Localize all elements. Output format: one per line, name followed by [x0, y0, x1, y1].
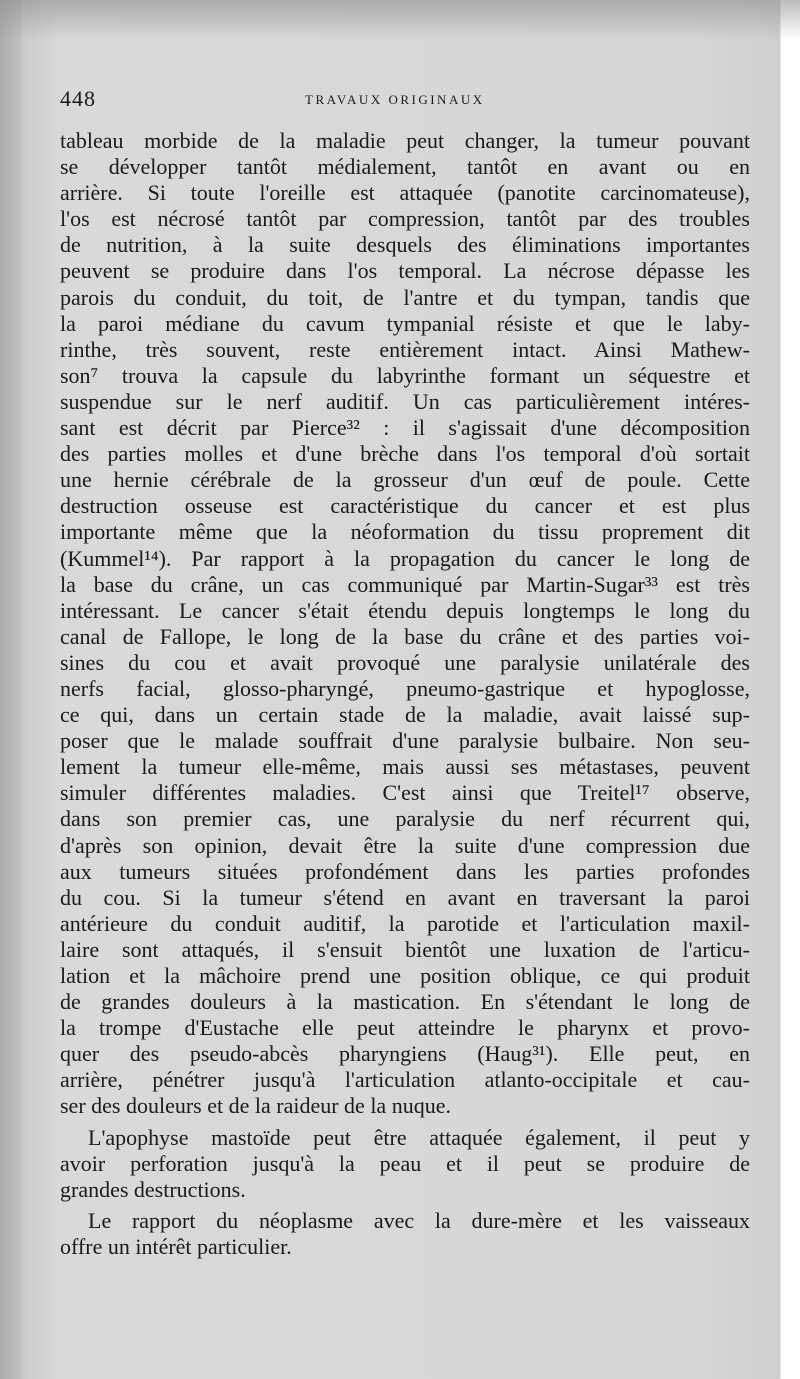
text-line: peuvent se produire dans l'os temporal. La nécrose dépasse les — [60, 258, 750, 284]
text-line: sant est décrit par Pierce³² : il s'agissait d'une décomposition — [60, 415, 750, 441]
text-line: tableau morbide de la maladie peut changer, la tumeur pouvant — [60, 128, 750, 153]
text-line: d'après son opinion, devait être la suite d'une compression due — [60, 832, 750, 858]
text-line: intéressant. Le cancer s'était étendu depuis longtemps le long du — [60, 597, 750, 623]
body-text — [60, 128, 750, 1260]
text-line: laire sont attaqués, il s'ensuit bientôt une luxation de l'articu- — [60, 936, 750, 962]
text-line: des parties molles et d'une brèche dans l'os temporal d'où sortait — [60, 441, 750, 467]
text-line: aux tumeurs situées profondément dans les parties profondes — [60, 858, 750, 884]
text-line: sines du cou et avait provoqué une paralysie unilatérale des — [60, 649, 750, 675]
text-line: la base du crâne, un cas communiqué par Martin-Sugar³³ est très — [60, 571, 750, 597]
text-line: parois du conduit, du toit, de l'antre et du tympan, tandis que — [60, 284, 750, 310]
text-line: avoir perforation jusqu'à la peau et il peut se produire de — [60, 1150, 750, 1176]
text-line: la trompe d'Eustache elle peut atteindre le pharynx et provo- — [60, 1015, 750, 1041]
page-header — [60, 86, 750, 116]
text-line: son⁷ trouva la capsule du labyrinthe formant un séquestre et — [60, 362, 750, 388]
text-line: nerfs facial, glosso-pharyngé, pneumo-gastrique et hypoglosse, — [60, 675, 750, 701]
text-line: (Kummel¹⁴). Par rapport à la propagation du cancer le long de — [60, 545, 750, 571]
text-line: rinthe, très souvent, reste entièrement intact. Ainsi Mathew- — [60, 336, 750, 362]
text-line: simuler différentes maladies. C'est ainsi que Treitel¹⁷ observe, — [60, 780, 750, 806]
text-line: lement la tumeur elle-même, mais aussi ses métastases, peuvent — [60, 754, 750, 780]
text-line: Le rapport du néoplasme avec la dure-mère et les vaisseaux — [88, 1207, 750, 1233]
text-line: du cou. Si la tumeur s'étend en avant en traversant la paroi — [60, 884, 750, 910]
text-line: offre un intérêt particulier. — [60, 1233, 292, 1259]
text-line: arrière. Si toute l'oreille est attaquée (panotite carcinomateuse), — [60, 180, 750, 206]
text-line: se développer tantôt médialement, tantôt en avant ou en — [60, 154, 750, 180]
text-line: ser des douleurs et de la raideur de la nuque. — [60, 1093, 451, 1119]
page-number: 448 — [60, 86, 96, 111]
text-line: ce qui, dans un certain stade de la maladie, avait laissé sup- — [60, 702, 750, 728]
text-line: importante même que la néoformation du tissu proprement dit — [60, 519, 750, 545]
text-line: grandes destructions. — [60, 1176, 246, 1202]
text-line: de nutrition, à la suite desquels des éliminations importantes — [60, 232, 750, 258]
running-head: TRAVAUX ORIGINAUX — [305, 92, 485, 107]
text-line: une hernie cérébrale de la grosseur d'un œuf de poule. Cette — [60, 467, 750, 493]
text-line: la paroi médiane du cavum tympanial résiste et que le laby- — [60, 310, 750, 336]
paragraph-1 — [60, 128, 750, 1120]
text-line: antérieure du conduit auditif, la parotide et l'articulation maxil- — [60, 910, 750, 936]
text-line: quer des pseudo-abcès pharyngiens (Haug³¹). Elle peut, en — [60, 1041, 750, 1067]
text-line: l'os est nécrosé tantôt par compression, tantôt par des troubles — [60, 206, 750, 232]
text-line: dans son premier cas, une paralysie du nerf récurrent qui, — [60, 806, 750, 832]
text-line: lation et la mâchoire prend une position oblique, ce qui produit — [60, 963, 750, 988]
text-line: de grandes douleurs à la mastication. En s'étendant le long de — [60, 989, 750, 1015]
paragraph-3 — [60, 1208, 750, 1260]
text-line: canal de Fallope, le long de la base du crâne et des parties voi- — [60, 623, 750, 649]
text-line: arrière, pénétrer jusqu'à l'articulation atlanto-occipitale et cau- — [60, 1067, 750, 1093]
text-line: destruction osseuse est caractéristique du cancer et est plus — [60, 493, 750, 519]
paragraph-2 — [60, 1125, 750, 1203]
text-line: suspendue sur le nerf auditif. Un cas particulièrement intéres- — [60, 388, 750, 414]
text-line: L'apophyse mastoïde peut être attaquée également, il peut y — [88, 1124, 750, 1150]
text-line: poser que le malade souffrait d'une paralysie bulbaire. Non seu- — [60, 728, 750, 754]
